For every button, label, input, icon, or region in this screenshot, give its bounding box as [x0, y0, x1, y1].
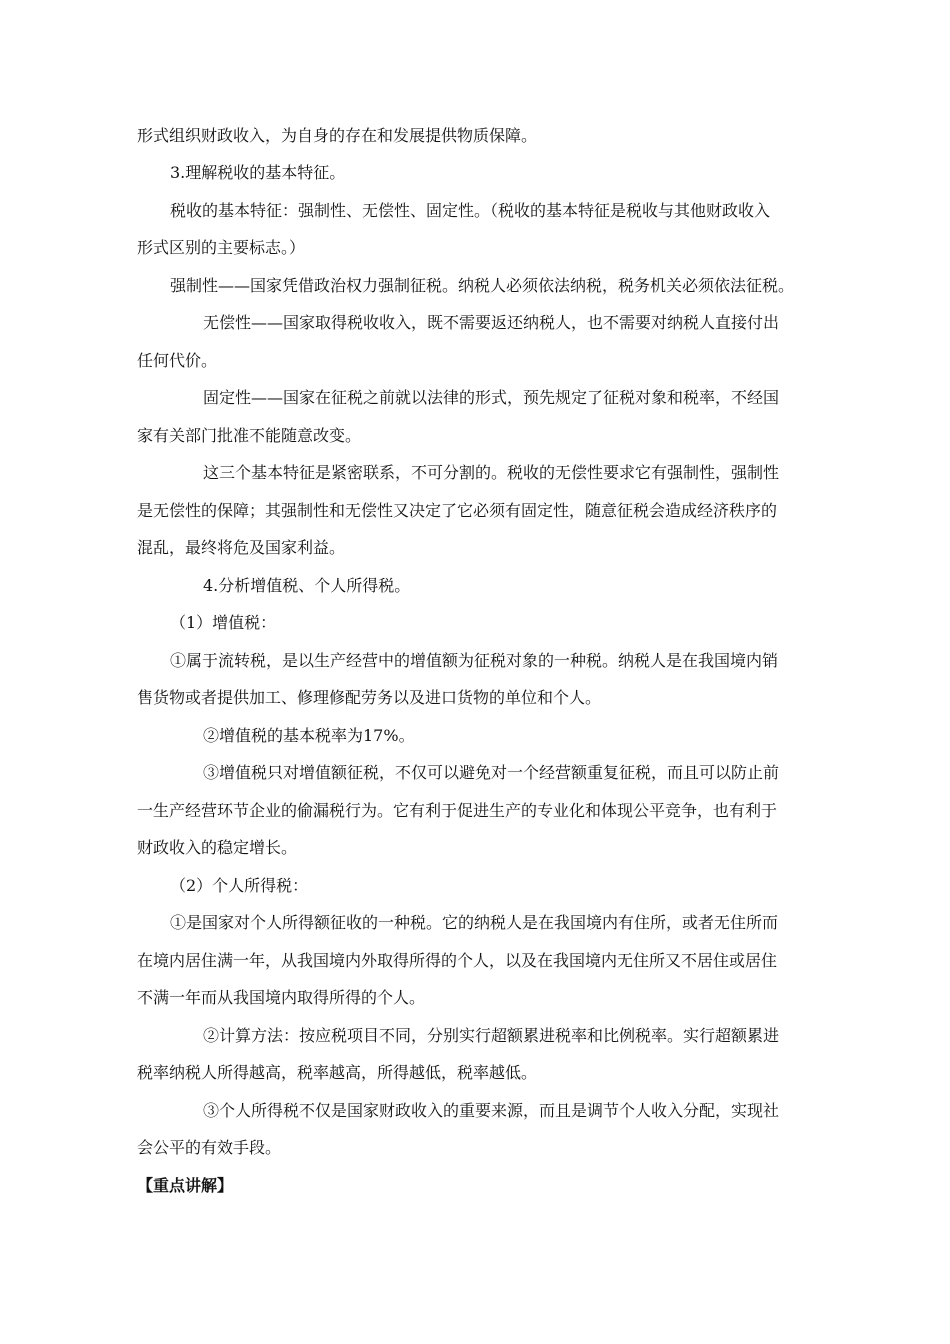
text-line: 财政收入的稳定增长。	[137, 838, 298, 857]
text-line: 混乱，最终将危及国家利益。	[137, 538, 346, 557]
text-line: ①是国家对个人所得额征收的一种税。它的纳税人是在我国境内有住所，或者无住所而	[170, 913, 779, 932]
text-line: ②计算方法：按应税项目不同，分别实行超额累进税率和比例税率。实行超额累进	[203, 1026, 780, 1045]
text-line: 售货物或者提供加工、修理修配劳务以及进口货物的单位和个人。	[137, 688, 602, 707]
text-line: 任何代价。	[137, 351, 218, 370]
text-line: 税收的基本特征：强制性、无偿性、固定性。（税收的基本特征是税收与其他财政收入	[170, 201, 771, 220]
text-line: 4.分析增值税、个人所得税。	[203, 576, 411, 595]
text-line: 会公平的有效手段。	[137, 1138, 282, 1157]
text-line: （1）增值税：	[170, 613, 277, 632]
text-line: 不满一年而从我国境内取得所得的个人。	[137, 988, 426, 1007]
text-line: 税率纳税人所得越高，税率越高，所得越低，税率越低。	[137, 1063, 538, 1082]
text-line: 是无偿性的保障；其强制性和无偿性又决定了它必须有固定性，随意征税会造成经济秩序的	[137, 501, 778, 520]
text-line: 强制性——国家凭借政治权力强制征税。纳税人必须依法纳税，税务机关必须依法征税。	[170, 276, 795, 295]
text-line: 无偿性——国家取得税收收入，既不需要返还纳税人，也不需要对纳税人直接付出	[203, 313, 780, 332]
text-line: 这三个基本特征是紧密联系，不可分割的。税收的无偿性要求它有强制性，强制性	[203, 463, 780, 482]
text-line: （2）个人所得税：	[170, 876, 309, 895]
text-line: 在境内居住满一年，从我国境内外取得所得的个人，以及在我国境内无住所又不居住或居住	[137, 951, 778, 970]
text-line: 一生产经营环节企业的偷漏税行为。它有利于促进生产的专业化和体现公平竞争，也有利于	[137, 801, 778, 820]
text-line: ①属于流转税，是以生产经营中的增值额为征税对象的一种税。纳税人是在我国境内销	[170, 651, 779, 670]
text-line: ③增值税只对增值额征税，不仅可以避免对一个经营额重复征税，而且可以防止前	[203, 763, 780, 782]
text-line: 形式区别的主要标志。）	[137, 238, 306, 257]
text-line: ②增值税的基本税率为17%。	[203, 726, 415, 745]
text-line: ③个人所得税不仅是国家财政收入的重要来源，而且是调节个人收入分配，实现社	[203, 1101, 780, 1120]
text-line: 3.理解税收的基本特征。	[170, 163, 346, 182]
text-line: 家有关部门批准不能随意改变。	[137, 426, 362, 445]
section-heading: 【重点讲解】	[137, 1176, 234, 1195]
text-line: 形式组织财政收入，为自身的存在和发展提供物质保障。	[137, 126, 538, 145]
text-line: 固定性——国家在征税之前就以法律的形式，预先规定了征税对象和税率，不经国	[203, 388, 780, 407]
